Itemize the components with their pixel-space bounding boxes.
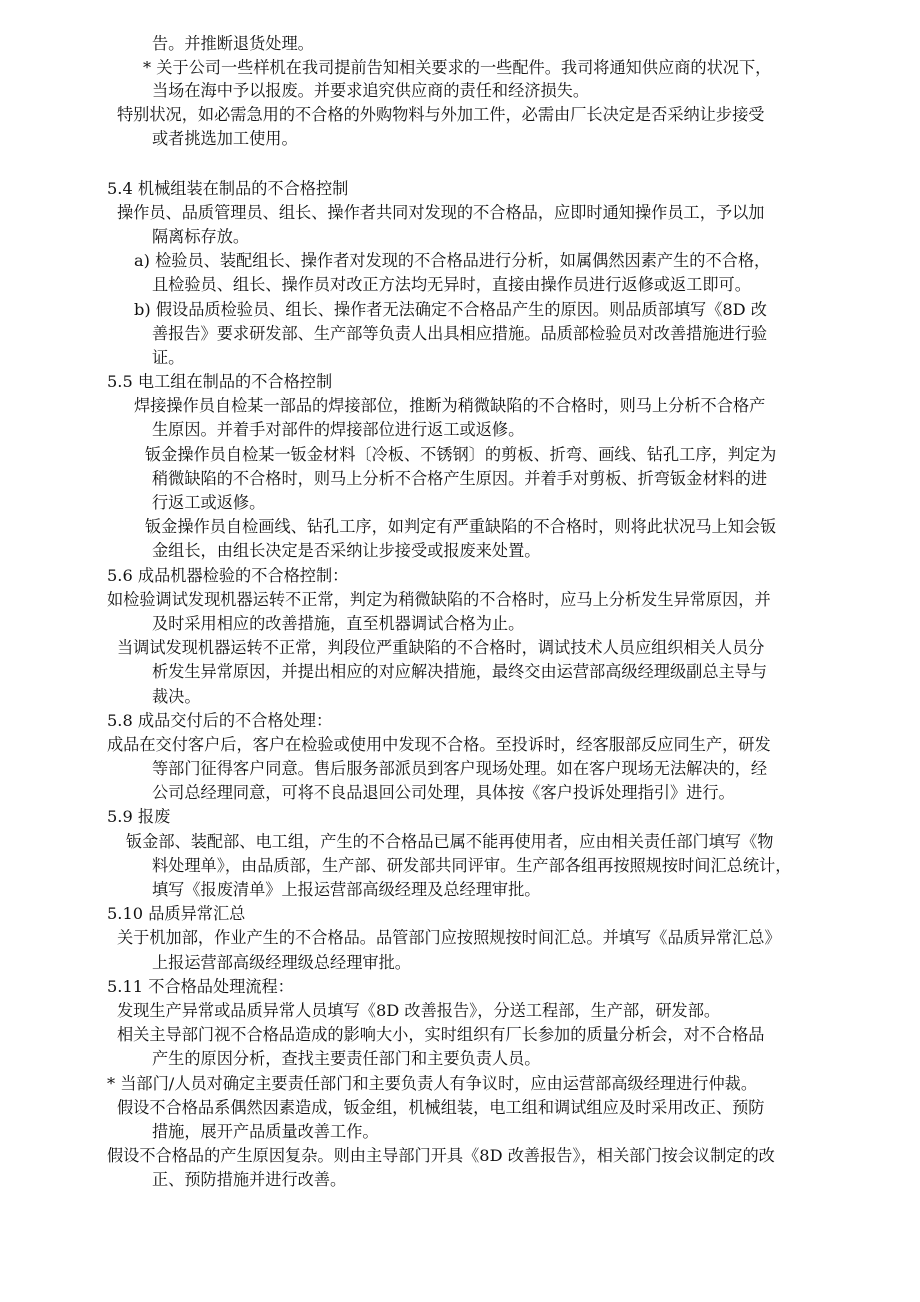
text-line: 及时采用相应的改善措施，直至机器调试合格为止。	[152, 614, 525, 633]
text-line: 行返工或返修。	[152, 493, 266, 512]
text-line: b) 假设品质检验员、组长、操作者无法确定不合格品产生的原因。则品质部填写《8D 改	[134, 300, 767, 319]
text-line: 发现生产异常或品质异常人员填写《8D 改善报告》，分送工程部，生产部，研发部。	[117, 1001, 721, 1020]
text-line: 生原因。并着手对部件的焊接部位进行返工或返修。	[152, 420, 525, 439]
text-line: 填写《报废清单》上报运营部高级经理及总经理审批。	[152, 880, 541, 899]
text-line: 隔离标存放。	[152, 227, 250, 246]
text-line: 特别状况，如必需急用的不合格的外购物料与外加工件，必需由厂长决定是否采纳让步接受	[117, 105, 765, 124]
text-line: 上报运营部高级经理级总经理审批。	[152, 953, 411, 972]
text-line: 钣金部、装配部、电工组，产生的不合格品已属不能再使用者，应由相关责任部门填写《物	[126, 832, 774, 851]
text-line: 钣金操作员自检画线、钻孔工序，如判定有严重缺陷的不合格时，则将此状况马上知会钣	[145, 517, 777, 536]
text-line: 产生的原因分析，查找主要责任部门和主要负责人员。	[152, 1049, 541, 1068]
section-heading: 5.11 不合格品处理流程：	[107, 977, 294, 996]
text-line: 关于机加部，作业产生的不合格品。品管部门应按照规按时间汇总。并填写《品质异常汇总》	[117, 928, 781, 947]
section-heading: 5.6 成品机器检验的不合格控制：	[107, 566, 349, 585]
text-line: 钣金操作员自检某一钣金材料〔冷板、不锈钢〕的剪板、折弯、画线、钻孔工序，判定为	[145, 445, 777, 464]
text-line: 相关主导部门视不合格品造成的影响大小，实时组织有厂长参加的质量分析会，对不合格品	[117, 1025, 765, 1044]
text-line: 善报告》要求研发部、生产部等负责人出具相应措施。品质部检验员对改善措施进行验	[152, 324, 768, 343]
text-line: 假设不合格品系偶然因素造成，钣金组，机械组装，电工组和调试组应及时采用改正、预防	[117, 1098, 765, 1117]
text-line: 操作员、品质管理员、组长、操作者共同对发现的不合格品，应即时通知操作员工，予以加	[117, 203, 765, 222]
text-line: 如检验调试发现机器运转不正常，判定为稍微缺陷的不合格时，应马上分析发生异常原因，并	[107, 590, 771, 609]
text-line: 析发生异常原因，并提出相应的对应解决措施，最终交由运营部高级经理级副总主导与	[152, 662, 768, 681]
text-line: 且检验员、组长、操作员对改正方法均无异时，直接由操作员进行返修或返工即可。	[152, 275, 751, 294]
text-line: 公司总经理同意，可将不良品退回公司处理，具体按《客户投诉处理指引》进行。	[152, 783, 735, 802]
section-heading: 5.4 机械组装在制品的不合格控制	[107, 179, 349, 198]
text-line: 成品在交付客户后，客户在检验或使用中发现不合格。至投诉时，经客服部反应同生产，研发	[107, 735, 771, 754]
text-line: 正、预防措施并进行改善。	[152, 1170, 347, 1189]
text-line: 告。并推断退货处理。	[152, 34, 314, 53]
text-line: 假设不合格品的产生原因复杂。则由主导部门开具《8D 改善报告》，相关部门按会议制定的改	[107, 1146, 775, 1165]
section-heading: 5.8 成品交付后的不合格处理：	[107, 711, 333, 730]
text-line: * 关于公司一些样机在我司提前告知相关要求的一些配件。我司将通知供应商的状况下，	[143, 58, 772, 77]
text-line: 或者挑选加工使用。	[152, 129, 298, 148]
text-line: 等部门征得客户同意。售后服务部派员到客户现场处理。如在客户现场无法解决的，经	[152, 759, 768, 778]
text-line: 料处理单》，由品质部，生产部、研发部共同评审。生产部各组再按照规按时间汇总统计，	[152, 856, 792, 875]
section-heading: 5.9 报废	[107, 807, 171, 826]
text-line: 裁决。	[152, 687, 201, 706]
text-line: 焊接操作员自检某一部品的焊接部位，推断为稍微缺陷的不合格时，则马上分析不合格产	[134, 396, 766, 415]
text-line: 金组长，由组长决定是否采纳让步接受或报废来处置。	[152, 541, 541, 560]
text-line: 措施，展开产品质量改善工作。	[152, 1122, 379, 1141]
text-line: * 当部门/人员对确定主要责任部门和主要负责人有争议时，应由运营部高级经理进行仲裁。	[107, 1074, 758, 1093]
text-line: 当场在海中予以报废。并要求追究供应商的责任和经济损失。	[152, 81, 590, 100]
text-line: 稍微缺陷的不合格时，则马上分析不合格产生原因。并着手对剪板、折弯钣金材料的进	[152, 469, 768, 488]
text-line: 当调试发现机器运转不正常，判段位严重缺陷的不合格时，调试技术人员应组织相关人员分	[117, 638, 765, 657]
text-line: a) 检验员、装配组长、操作者对发现的不合格品进行分析，如属偶然因素产生的不合格，	[134, 251, 771, 270]
section-heading: 5.5 电工组在制品的不合格控制	[107, 372, 333, 391]
section-heading: 5.10 品质异常汇总	[107, 904, 246, 923]
text-line: 证。	[152, 348, 185, 367]
